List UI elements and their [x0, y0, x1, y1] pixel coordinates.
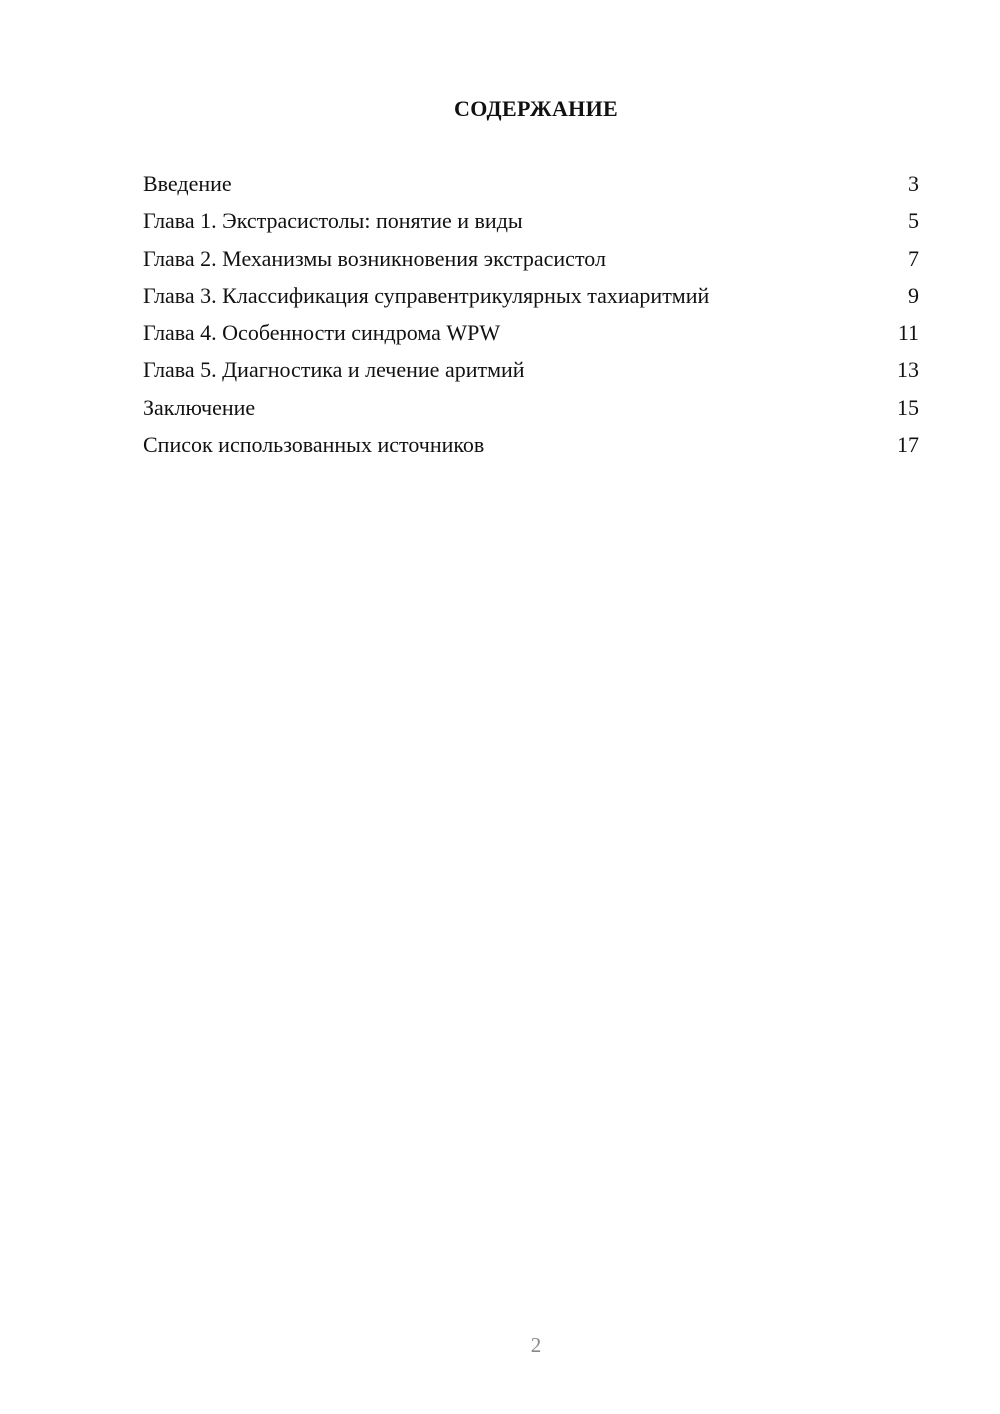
toc-entry: [143, 430, 919, 467]
toc-entry-page: 7: [908, 245, 919, 271]
toc-entry-title: Заключение: [143, 394, 256, 420]
toc-entry-title: Глава 4. Особенности синдрома WPW: [143, 320, 501, 346]
toc-entry-title: Глава 2. Механизмы возникновения экстрасистол: [143, 245, 606, 271]
toc-entry-page: 13: [897, 357, 919, 383]
toc-entry: [143, 206, 919, 243]
toc-entry-title: Список использованных источников: [143, 432, 485, 458]
toc-entry: [143, 355, 919, 392]
toc-entry-page: 5: [908, 208, 919, 234]
toc-entry-title: Глава 3. Классификация суправентрикулярных тахиаритмий: [143, 282, 710, 308]
toc-entry-title: Глава 5. Диагностика и лечение аритмий: [143, 357, 525, 383]
page-number: 2: [530, 1333, 542, 1357]
toc-entry: [143, 393, 919, 430]
table-of-contents: [143, 169, 919, 467]
toc-entry-page: 17: [897, 432, 919, 458]
toc-entry: [143, 281, 919, 318]
toc-entry-title: Глава 1. Экстрасистолы: понятие и виды: [143, 208, 523, 234]
toc-entry-title: Введение: [143, 171, 232, 196]
toc-entry-page: 11: [897, 320, 919, 346]
toc-entry-page: 15: [897, 394, 919, 420]
page-title: СОДЕРЖАНИЕ: [454, 96, 618, 121]
toc-entry: [143, 169, 919, 206]
toc-entry-page: 9: [908, 282, 919, 308]
toc-entry: [143, 244, 919, 281]
toc-entry: [143, 318, 919, 355]
toc-entry-page: 3: [908, 171, 919, 196]
